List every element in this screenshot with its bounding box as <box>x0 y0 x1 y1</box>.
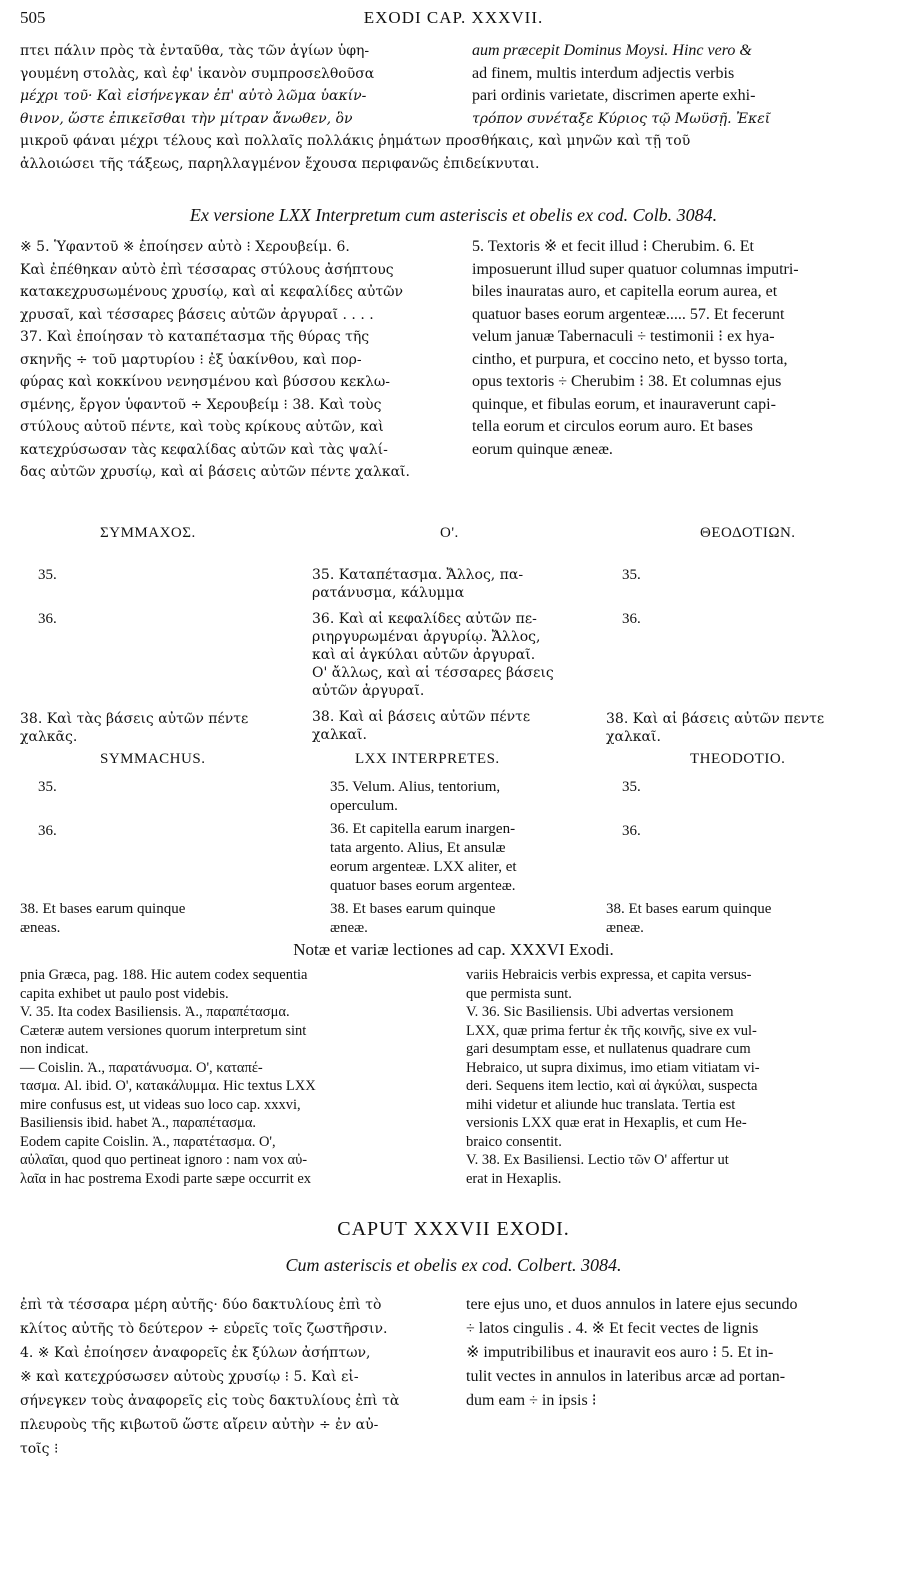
lxx-la-line: 38. Et bases earum quinque <box>330 901 496 917</box>
note-line: V. 36. Sic Basiliensis. Ubi advertas versionem <box>466 1004 734 1020</box>
note-line: gari desumptam esse, et nullatenus quadrare cum <box>466 1041 751 1057</box>
version-latin-line: 5. Textoris ※ et fecit illud ⁝ Cherubim. 6. Et <box>472 238 754 255</box>
lxx-gr-line: χαλκαῖ. <box>312 727 367 743</box>
theo-la-36: 36. <box>622 823 641 839</box>
version-latin-line: tella eorum et circulos eorum auro. Et bases <box>472 418 753 435</box>
col-header-symmachus-la: SYMMACHUS. <box>100 751 206 767</box>
col-header-theodotion-gr: ΘΕΟΔΟΤΙΩΝ. <box>700 525 796 541</box>
sym-la-35: 35. <box>38 779 57 795</box>
lxx-gr-column <box>312 566 592 744</box>
col-header-lxx-la: LXX INTERPRETES. <box>355 751 500 767</box>
top-greek-line: μέχρι τοῦ· Καὶ εἰσήνεγκαν ἐπ' αὐτὸ λῶμα ὑακίν- <box>20 88 367 104</box>
caput-greek-line: ※ καὶ κατεχρύσωσεν αὐτοὺς χρυσίῳ ⁝ 5. Καὶ εἰ- <box>20 1369 359 1385</box>
sym-la-38-line: æneas. <box>20 920 61 936</box>
top-full-line: ἀλλοιώσει τῆς τάξεως, παρηλλαγμένον ἔχουσα περιφανῶς ἐπιδείκνυται. <box>20 155 540 172</box>
note-line: Hebraico, ut supra diximus, imo etiam vitiatam vi- <box>466 1059 760 1076</box>
caput-greek-line: 4. ※ Καὶ ἐποίησεν ἀναφορεῖς ἐκ ξύλων ἀσήπτων, <box>20 1345 371 1361</box>
top-greek-line: γουμένη στολὰς, καὶ ἐφ' ἱκανὸν συμπροσελθοῦσα <box>20 65 375 82</box>
version-latin-line: cintho, et purpura, et coccino neto, et bysso torta, <box>472 350 788 368</box>
note-line: mihi videtur et aliunde huc translata. Tertia est <box>466 1096 736 1113</box>
sym-gr-38-line: 38. Καὶ τὰς βάσεις αὐτῶν πέντε <box>20 711 249 727</box>
lxx-gr-line: Ο' ἄλλως, καὶ αἱ τέσσαρες βάσεις <box>312 665 554 681</box>
lxx-gr-line: 38. Καὶ αἱ βάσεις αὐτῶν πέντε <box>312 709 531 725</box>
notes-heading: Notæ et variæ lectiones ad cap. XXXVI Exodi. <box>293 940 614 959</box>
lxx-gr-line: 35. Καταπέτασμα. Ἄλλος, πα- <box>312 567 524 583</box>
caput-greek-line: ἐπὶ τὰ τέσσαρα μέρη αὐτῆς· δύο δακτυλίους ἐπὶ τὸ <box>20 1297 382 1313</box>
caput-title: CAPUT XXXVII EXODI. <box>337 1218 570 1240</box>
note-line: V. 38. Ex Basiliensi. Lectio τῶν Ο' affertur ut <box>466 1152 729 1168</box>
note-line: versionis LXX quæ erat in Hexaplis, et cum He- <box>466 1115 747 1131</box>
top-full-lines <box>20 130 890 175</box>
theo-la-38 <box>606 900 896 938</box>
note-line: — Coislin. Ἀ., παρατάνυσμα. Ο', καταπέ- <box>20 1059 263 1076</box>
sym-gr-36: 36. <box>38 611 57 627</box>
theo-gr-38-line: 38. Καὶ αἱ βάσεις αὐτῶν πεντε <box>606 711 825 727</box>
top-latin-column <box>472 40 892 130</box>
note-line: braico consentit. <box>466 1133 562 1150</box>
note-line: τασμα. Al. ibid. Ο', κατακάλυμμα. Hic textus LXX <box>20 1078 316 1094</box>
version-greek-line: ※ 5. Ὑφαντοῦ ※ ἐποίησεν αὐτὸ ⁝ Χερουβείμ. 6. <box>20 239 350 255</box>
top-greek-column <box>20 40 460 130</box>
note-line: V. 35. Ita codex Basiliensis. Ἀ., παραπέτασμα. <box>20 1004 290 1020</box>
note-line: pnia Græca, pag. 188. Hic autem codex sequentia <box>20 967 308 983</box>
col-header-theodotion-la: THEODOTIO. <box>690 751 786 767</box>
page-number: 505 <box>20 8 46 27</box>
sym-la-38 <box>20 900 310 938</box>
lxx-gr-line: ριηργυρωμέναι ἀργυρίῳ. Ἄλλος, <box>312 629 541 645</box>
theo-la-38-line: 38. Et bases earum quinque <box>606 901 772 917</box>
theo-la-35: 35. <box>622 779 641 795</box>
version-latin-line: velum januæ Tabernaculi ÷ testimonii ⁝ ex hya- <box>472 328 775 345</box>
caput-latin-line: dum eam ÷ in ipsis ⁝ <box>466 1392 597 1409</box>
top-latin-line: pari ordinis varietate, discrimen aperte exhi- <box>472 87 756 104</box>
note-line: LXX, quæ prima fertur ἐκ τῆς κοινῆς, sive ex vul- <box>466 1022 757 1039</box>
version-greek-line: δας αὐτῶν χρυσίῳ, καὶ αἱ βάσεις αὐτῶν πέντε χαλκαῖ. <box>20 464 410 480</box>
version-latin-line: biles inauratas auro, et capitella eorum aurea, et <box>472 283 778 300</box>
note-line: que permista sunt. <box>466 985 572 1002</box>
version-greek-line: Καὶ ἐπέθηκαν αὐτὸ ἐπὶ τέσσαρας στύλους ἀσήπτους <box>20 261 394 278</box>
caput-latin-line: ※ imputribilibus et inauravit eos auro ⁝ 5. Et in- <box>466 1344 774 1361</box>
note-line: erat in Hexaplis. <box>466 1170 562 1187</box>
top-greek-line: πτει πάλιν πρὸς τὰ ἐνταῦθα, τὰς τῶν ἁγίων ὑφη- <box>20 43 370 59</box>
lxx-la-line: tata argento. Alius, Et ansulæ <box>330 840 506 856</box>
sym-gr-38 <box>20 710 310 746</box>
version-latin-line: quatuor bases eorum argenteæ..... 57. Et fecerunt <box>472 305 785 323</box>
sym-la-38-line: 38. Et bases earum quinque <box>20 901 186 917</box>
col-header-lxx-gr: Ο'. <box>440 525 459 541</box>
top-latin-line: ad finem, multis interdum adjectis verbis <box>472 64 735 82</box>
note-line: Cæteræ autem versiones quorum interpretum sint <box>20 1022 307 1039</box>
caput-latin-column <box>466 1293 888 1413</box>
lxx-la-line: æneæ. <box>330 920 368 936</box>
theo-gr-36: 36. <box>622 611 641 627</box>
caput-subtitle: Cum asteriscis et obelis ex cod. Colbert. 3084. <box>285 1255 622 1275</box>
lxx-la-line: operculum. <box>330 798 398 814</box>
lxx-la-column <box>330 778 600 938</box>
note-line: capita exhibet ut paulo post videbis. <box>20 985 229 1002</box>
running-title: EXODI CAP. XXXVII. <box>363 8 544 27</box>
theo-gr-35: 35. <box>622 567 641 583</box>
version-heading: Ex versione LXX Interpretum cum asteriscis et obelis ex cod. Colb. 3084. <box>189 205 718 225</box>
caput-greek-column <box>20 1293 452 1461</box>
sym-gr-35: 35. <box>38 567 57 583</box>
notes-right-column <box>466 966 888 1188</box>
top-latin-line: aum præcepit Dominus Moysi. Hinc vero & <box>472 42 752 59</box>
theo-la-38-line: æneæ. <box>606 920 644 936</box>
version-latin-line: eorum quinque æneæ. <box>472 440 613 458</box>
version-greek-line: 37. Καὶ ἐποίησαν τὸ καταπέτασμα τῆς θύρας τῆς <box>20 329 370 345</box>
version-latin-column <box>472 236 892 461</box>
lxx-la-line: 36. Et capitella earum inargen- <box>330 821 516 837</box>
note-line: deri. Sequens item lectio, καὶ αἱ ἀγκύλαι, suspecta <box>466 1078 758 1094</box>
lxx-la-line: 35. Velum. Alius, tentorium, <box>330 779 501 795</box>
version-greek-line: σκηνῆς ÷ τοῦ μαρτυρίου ⁝ ἐξ ὑακίνθου, καὶ πορ- <box>20 351 362 368</box>
lxx-la-line: eorum argenteæ. LXX aliter, et <box>330 859 517 875</box>
caput-latin-line: tere ejus uno, et duos annulos in latere ejus secundo <box>466 1296 798 1313</box>
notes-left-column <box>20 966 452 1188</box>
lxx-la-line: quatuor bases eorum argenteæ. <box>330 878 516 894</box>
note-line: Eodem capite Coislin. Ἀ., παρατέτασμα. Ο', <box>20 1133 276 1150</box>
caput-greek-line: κλίτος αὐτῆς τὸ δεύτερον ÷ εὐρεῖς τοῖς ζωστῆρσιν. <box>20 1321 388 1337</box>
lxx-gr-line: 36. Καὶ αἱ κεφαλίδες αὐτῶν πε- <box>312 611 537 627</box>
sym-gr-38-line: χαλκᾶς. <box>20 729 78 745</box>
theo-gr-38 <box>606 710 896 746</box>
note-line: αὐλαῖαι, quod quo pertineat ignoro : nam vox αὐ- <box>20 1152 308 1168</box>
version-greek-line: κατεχρύσωσαν τὰς κεφαλίδας αὐτῶν καὶ τὰς ψαλί- <box>20 441 388 458</box>
version-greek-column <box>20 236 465 484</box>
top-shared-line: τρόπον συνέταξε Κύριος τῷ Μωϋσῇ. Ἐκεῖ <box>472 110 771 127</box>
caput-latin-line: ÷ latos cingulis . 4. ※ Et fecit vectes de lignis <box>466 1320 759 1337</box>
sym-la-36: 36. <box>38 823 57 839</box>
note-line: non indicat. <box>20 1041 89 1057</box>
top-greek-line: θινον, ὥστε ἐπικεῖσθαι τὴν μίτραν ἄνωθεν, ὃν <box>20 110 353 127</box>
version-latin-line: opus textoris ÷ Cherubim ⁝ 38. Et columnas ejus <box>472 373 782 390</box>
version-greek-line: χρυσαῖ, καὶ τέσσαρες βάσεις αὐτῶν ἀργυραῖ . . . . <box>20 306 374 323</box>
note-line: λαῖα in hac postrema Exodi parte sæpe occurrit ex <box>20 1170 312 1187</box>
note-line: variis Hebraicis verbis expressa, et capita versus- <box>466 967 752 983</box>
lxx-gr-line: αὐτῶν ἀργυραῖ. <box>312 683 425 699</box>
version-latin-line: quinque, et fibulas eorum, et inauraverunt capi- <box>472 395 776 413</box>
col-header-symmachus-gr: ΣΥΜΜΑΧΟΣ. <box>100 525 196 541</box>
caput-greek-line: πλευροὺς τῆς κιβωτοῦ ὥστε αἴρειν αὐτὴν ÷ ἐν αὐ- <box>20 1417 379 1433</box>
version-greek-line: φύρας καὶ κοκκίνου νενησμένου καὶ βύσσου κεκλω- <box>20 374 390 390</box>
caput-greek-line: σήνεγκεν τοὺς ἀναφορεῖς εἰς τοὺς δακτυλίους ἐπὶ τὰ <box>20 1393 400 1409</box>
running-header <box>0 8 907 36</box>
lxx-gr-line: καὶ αἱ ἀγκύλαι αὐτῶν ἀργυραῖ. <box>312 647 536 663</box>
lxx-gr-line: ρατάνυσμα, κάλυμμα <box>312 585 465 601</box>
theo-gr-38-line: χαλκαῖ. <box>606 729 661 745</box>
version-greek-line: σμένης, ἔργον ὑφαντοῦ ÷ Χερουβείμ ⁝ 38. Καὶ τοὺς <box>20 396 382 413</box>
version-greek-line: στύλους αὐτοῦ πέντε, καὶ τοὺς κρίκους αὐτῶν, καὶ <box>20 419 384 435</box>
note-line: mire confusus est, ut videas suo loco cap. xxxvi, <box>20 1096 301 1113</box>
caput-greek-line: τοῖς ⁝ <box>20 1441 59 1457</box>
version-latin-line: imposuerunt illud super quatuor columnas imputri- <box>472 260 799 278</box>
top-full-line: μικροῦ φάναι μέχρι τέλους καὶ πολλαῖς πολλάκις ῥημάτων προσθήκαις, καὶ μηνῶν καὶ τῇ τοῦ <box>20 133 691 149</box>
caput-latin-line: tulit vectes in annulos in lateribus arcæ ad portan- <box>466 1368 786 1385</box>
version-greek-line: κατακεχρυσωμένους χρυσίῳ, καὶ αἱ κεφαλίδες αὐτῶν <box>20 284 404 300</box>
note-line: Basiliensis ibid. habet Ἀ., παραπέτασμα. <box>20 1115 257 1131</box>
